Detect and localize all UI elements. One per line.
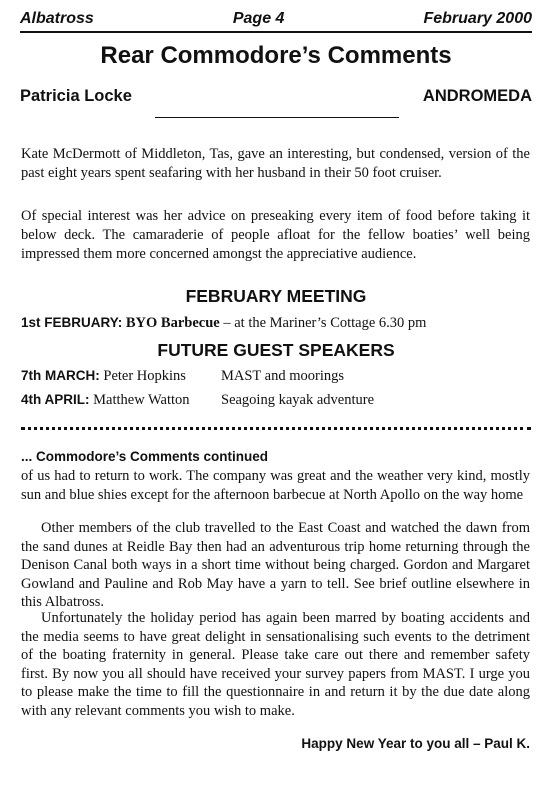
continued-paragraph: Other members of the club travelled to the East Coast and watched the dawn from the sand dunes at Reidle Bay then had an adventurous trip home returning through the Denison Canal both ways in a short time without being charged. Gordon and Margaret Gowland and Pauline and Rob May have a yarn to tell. See brief outline elsewhere in this Albatross. xyxy=(21,520,530,610)
meeting-heading: FEBRUARY MEETING xyxy=(185,286,367,306)
speaker-topic: MAST and moorings xyxy=(221,368,344,384)
speaker-name: Matthew Watton xyxy=(93,392,190,408)
meeting-event: BYO Barbecue xyxy=(125,315,220,331)
speaker-row xyxy=(21,368,344,385)
byline xyxy=(20,87,532,106)
meeting-location: – at the Mariner’s Cottage 6.30 pm xyxy=(219,315,427,331)
page-number: Page 4 xyxy=(232,10,285,27)
speaker-name: Peter Hopkins xyxy=(103,368,186,384)
article-paragraph: Of special interest was her advice on preseaking every item of food before taking it below deck. The camaraderie of people afloat for the fellow boaties’ well being impressed them more concerned amongst the appreciative audience. xyxy=(21,208,530,262)
byline-rule xyxy=(155,117,399,118)
article-title: Rear Commodore’s Comments xyxy=(100,42,452,69)
article-paragraph: Kate McDermott of Middleton, Tas, gave an interesting, but condensed, version of the past eight years spent seafaring with her husband in their 50 foot cruiser. xyxy=(21,146,530,181)
signoff: Happy New Year to you all – Paul K. xyxy=(301,736,530,751)
speaker-row xyxy=(21,392,375,409)
vessel-name: ANDROMEDA xyxy=(422,87,532,105)
publication-name: Albatross xyxy=(20,10,94,27)
speaker-date: 7th MARCH: xyxy=(21,368,100,383)
continued-paragraph: of us had to return to work. The company was great and the weather very kind, mostly sun and blue shies except for the afternoon barbecue at North Apollo on the way home xyxy=(21,468,530,503)
speakers-heading: FUTURE GUEST SPEAKERS xyxy=(157,340,395,360)
issue-date: February 2000 xyxy=(423,10,532,27)
header-rule xyxy=(20,31,532,33)
dotted-divider xyxy=(21,427,531,430)
speaker-date: 4th APRIL: xyxy=(21,392,90,407)
meeting-details xyxy=(21,315,426,332)
continued-heading: ... Commodore’s Comments continued xyxy=(21,449,269,464)
author-name: Patricia Locke xyxy=(20,87,132,105)
page-header xyxy=(20,4,532,28)
continued-paragraph: Unfortunately the holiday period has again been marred by boating accidents and the media seems to have great delight in sensationalising such events to the detriment of the boating fraternity in general. Please take care out there and remember safety first. By now you all should have received your survey papers from MAST. I urge you to please make the time to fill the questionnaire in and return it by the due date along with any relevant comments you wish to make. xyxy=(21,610,530,719)
speaker-topic: Seagoing kayak adventure xyxy=(221,392,375,408)
meeting-date: 1st FEBRUARY: xyxy=(21,315,123,330)
